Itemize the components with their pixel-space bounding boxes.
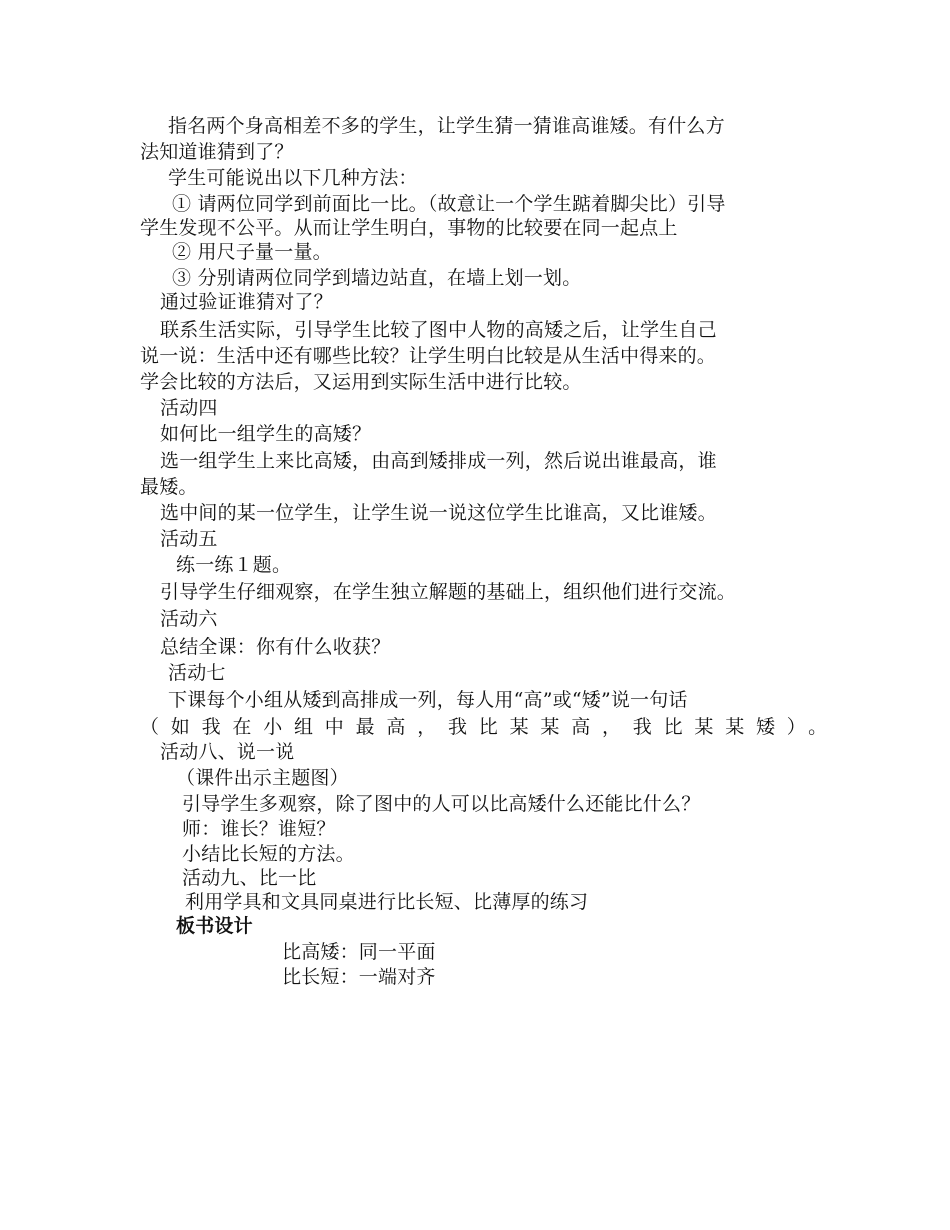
paragraph-line: 引导学生多观察，除了图中的人可以比高矮什么还能比什么？ (182, 793, 701, 815)
paragraph-line: 引导学生仔细观察，在学生独立解题的基础上，组织他们进行交流。 (160, 581, 737, 603)
paragraph-line: 说一说：生活中还有哪些比较？让学生明白比较是从生活中得来的。 (140, 345, 717, 367)
paragraph-line: 下课每个小组从矮到高排成一列，每人用“高”或“矮”说一句话 (168, 689, 688, 711)
board-design-line: 比高矮：同一平面 (282, 941, 436, 963)
section-heading: 活动八、说一说 (160, 741, 295, 763)
paragraph-line: 学生发现不公平。从而让学生明白，事物的比较要在同一起点上 (140, 217, 678, 239)
board-design-line: 比长短：一端对齐 (282, 966, 436, 988)
paragraph-line: 最矮。 (140, 476, 198, 498)
paragraph-line: 练一练１题。 (176, 554, 292, 576)
paragraph-line: 选中间的某一位学生，让学生说一说这位学生比谁高，又比谁矮。 (160, 502, 717, 524)
paragraph-line: 利用学具和文具同桌进行比长短、比薄厚的练习 (185, 891, 589, 913)
paragraph-line: 通过验证谁猜对了？ (160, 291, 333, 313)
section-heading: 活动六 (160, 608, 218, 630)
paragraph-line: 小结比长短的方法。 (182, 843, 355, 865)
board-design-heading: 板书设计 (176, 915, 253, 937)
paragraph-line: （如我在小组中最高，我比某某高，我比某某矮）。 (140, 716, 839, 738)
paragraph-line: 指名两个身高相差不多的学生，让学生猜一猜谁高谁矮。有什么方 (168, 115, 725, 137)
paragraph-line: 总结全课：你有什么收获？ (160, 636, 391, 658)
section-heading: 活动七 (168, 662, 226, 684)
paragraph-line: 学生可能说出以下几种方法： (168, 167, 418, 189)
section-heading: 活动四 (160, 397, 218, 419)
list-item: ① 请两位同学到前面比一比。（故意让一个学生踮着脚尖比）引导 (172, 193, 726, 215)
list-item: ② 用尺子量一量。 (172, 241, 332, 263)
paragraph-line: 学会比较的方法后，又运用到实际生活中进行比较。 (140, 371, 582, 393)
section-heading: 活动九、比一比 (182, 867, 317, 889)
paragraph-line: 师：谁长？谁短？ (182, 818, 336, 840)
list-item: ③ 分别请两位同学到墙边站直，在墙上划一划。 (172, 267, 582, 289)
paragraph-line: 联系生活实际，引导学生比较了图中人物的高矮之后，让学生自己 (160, 319, 717, 341)
paragraph-line: 选一组学生上来比高矮，由高到矮排成一列，然后说出谁最高，谁 (160, 450, 717, 472)
paragraph-line: （课件出示主题图） (176, 767, 349, 789)
paragraph-line: 法知道谁猜到了？ (140, 141, 294, 163)
paragraph-line: 如何比一组学生的高矮？ (160, 423, 372, 445)
section-heading: 活动五 (160, 528, 218, 550)
